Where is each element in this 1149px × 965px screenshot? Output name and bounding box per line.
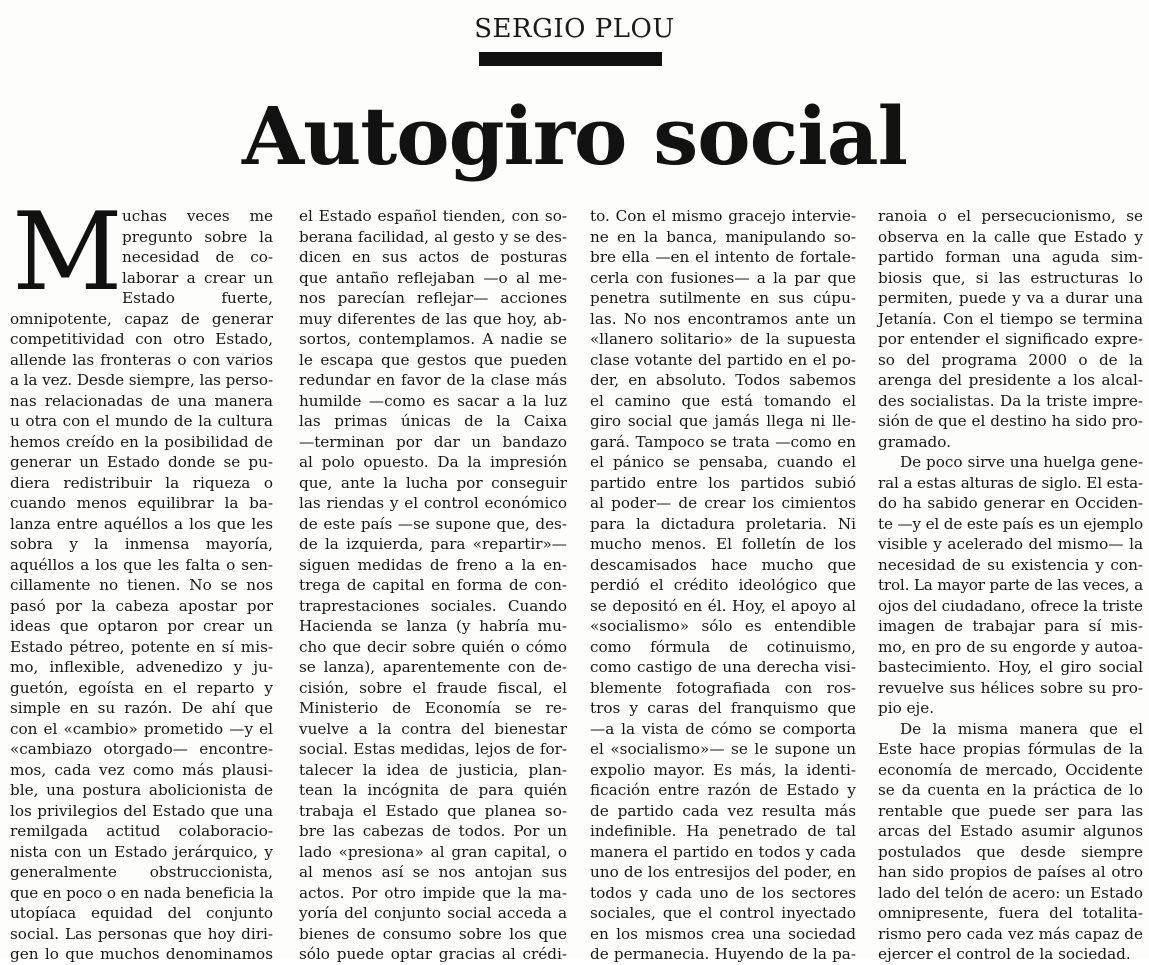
- text-line: clase votante del partido en el po-: [590, 350, 856, 369]
- text-line: sociales, que el control inyectado: [590, 904, 856, 922]
- text-line: sobra y la inmensa mayoría,: [10, 535, 273, 553]
- text-line: uno de los entresijos del poder, en: [590, 863, 856, 881]
- text-line: partido entre los partidos subió: [590, 473, 856, 492]
- text-line: a la vez. Desde siempre, las perso-: [10, 371, 273, 389]
- text-line: biosis que, si las estructuras lo: [878, 268, 1143, 287]
- text-line: —terminan por dar un bandazo: [299, 432, 567, 451]
- text-line: «llanero solitario» de la supuesta: [590, 330, 856, 348]
- text-line: necesidad de su existencia y con-: [878, 555, 1143, 574]
- text-line: gará. Tampoco se trata —como en: [590, 432, 856, 451]
- text-line: visible y acelerado del mismo— la: [878, 535, 1143, 553]
- text-line: omnipotente, capaz de generar: [10, 309, 273, 328]
- text-line: de la izquierda, para «repartir»—: [299, 535, 567, 553]
- text-line: De poco sirve una huelga gene-: [900, 453, 1143, 471]
- drop-cap: M: [12, 190, 123, 315]
- text-line: blemente fotografiada con ros-: [590, 678, 856, 697]
- text-line: bienes de consumo sobre los que: [299, 924, 567, 943]
- text-line: vuelve a la contra del bienestar: [299, 719, 567, 738]
- text-line: generalmente obstruccionista,: [10, 863, 273, 881]
- text-line: social. Las personas que hoy diri-: [10, 924, 273, 943]
- text-line: los privilegios del Estado que una: [10, 801, 273, 820]
- text-line: cerla con fusiones— a la par que: [590, 268, 856, 287]
- text-line: ideas que optaron por crear un: [10, 617, 273, 635]
- text-line: redundar en favor de la clase más: [299, 371, 567, 389]
- text-line: aquéllos a los que les falta o sen-: [10, 555, 273, 574]
- text-line: —a la vista de cómo se comporta: [590, 719, 856, 738]
- text-line: con el «cambio» prometido —y el: [10, 719, 273, 738]
- text-line: guetón, egoísta en el reparto y: [10, 678, 273, 697]
- text-line: pio eje.: [878, 699, 935, 717]
- text-line: en los mismos crea una sociedad: [590, 924, 856, 943]
- text-line: hemos creído en la posibilidad de: [10, 432, 273, 451]
- text-line: mo, en pro de su engorde y autoa-: [878, 637, 1143, 656]
- text-line: cisión, sobre el fraude fiscal, el: [299, 678, 567, 697]
- text-line: arcas del Estado asumir algunos: [878, 822, 1143, 840]
- text-line: que en poco o en nada beneficia la: [10, 883, 274, 902]
- text-line: descamisados hace mucho que: [590, 555, 856, 574]
- text-line: para la dictadura proletaria. Ni: [590, 514, 856, 533]
- text-line: al polo opuesto. Da la impresión: [299, 453, 567, 471]
- text-line: sión de que el destino ha sido pro-: [878, 412, 1143, 430]
- text-line: indefinible. Ha penetrado de tal: [590, 822, 856, 840]
- text-line: nas relacionadas de una manera: [10, 391, 273, 410]
- text-line: necesidad de co-: [122, 248, 273, 266]
- text-line: «cambiazo otorgado— encontre-: [10, 740, 273, 758]
- article-column-4: [878, 206, 1143, 965]
- text-line: tros y caras del franquismo que: [590, 699, 856, 717]
- text-line: se lanza), aparentemente con de-: [299, 658, 567, 676]
- text-line: trol. La mayor parte de las veces, a: [878, 576, 1143, 594]
- text-line: dicen en sus actos de posturas: [299, 248, 567, 266]
- text-line: mos, cada vez como más plausi-: [10, 760, 273, 779]
- text-line: le escapa que gestos que pueden: [299, 350, 567, 369]
- text-line: las riendas y el control económico: [299, 494, 567, 512]
- text-line: te —y el de este país es un ejemplo: [878, 514, 1143, 533]
- text-line: trega de capital en forma de con-: [299, 576, 567, 594]
- text-line: «socialismo» sólo es entendible: [590, 617, 856, 635]
- text-line: giro social que jamás llega ni lle-: [590, 412, 856, 430]
- text-line: cillamente no tienen. No se nos: [10, 576, 273, 594]
- text-line: utopíaca equidad del conjunto: [10, 904, 273, 922]
- text-line: de permanecia. Huyendo de la pa-: [590, 945, 856, 963]
- article-headline: Autogiro social: [242, 89, 907, 183]
- text-line: des socialistas. Da la triste impre-: [878, 391, 1143, 410]
- text-line: bre las cabezas de todos. Por un: [299, 822, 567, 840]
- text-line: gen lo que muchos denominamos: [10, 945, 273, 963]
- text-line: mo, inflexible, advenedizo y ju-: [10, 658, 273, 676]
- text-line: mucho menos. El folletín de los: [590, 535, 856, 553]
- text-line: ral a estas alturas de siglo. El esta-: [878, 473, 1143, 492]
- text-line: lado del telón de acero: un Estado: [878, 883, 1143, 902]
- text-line: economía de mercado, Occidente: [878, 760, 1143, 779]
- text-line: cho que decir sobre quién o cómo: [299, 637, 567, 656]
- text-line: actos. Por otro impide que la ma-: [299, 883, 567, 902]
- text-line: talecer la idea de justicia, plan-: [299, 760, 567, 779]
- text-line: pasó por la cabeza apostar por: [10, 596, 273, 615]
- author-byline: SERGIO PLOU: [474, 14, 675, 44]
- text-line: u otra con el mundo de la cultura: [10, 412, 273, 430]
- text-line: ranoia o el persecucionismo, se: [878, 207, 1143, 225]
- text-line: postulados que desde siempre: [878, 842, 1143, 861]
- text-line: rismo pero cada vez más capaz de: [878, 924, 1143, 943]
- text-line: gramado.: [878, 432, 951, 451]
- byline-underline-bar: [479, 52, 662, 66]
- text-line: generar un Estado donde se pu-: [10, 453, 273, 471]
- text-line: siguen medidas de freno a la en-: [299, 555, 567, 574]
- text-line: las. No nos encontramos ante un: [590, 309, 856, 328]
- text-line: lanza entre aquéllos a los que les: [10, 514, 273, 533]
- text-line: por entender el significado expre-: [878, 330, 1143, 348]
- text-line: diera redistribuir la riqueza o: [10, 473, 273, 492]
- text-line: nista con un Estado jerárquico, y: [10, 842, 273, 861]
- text-line: Hacienda se lanza (y habría mu-: [299, 617, 567, 635]
- text-line: muy diferentes de las que hoy, ab-: [299, 309, 567, 328]
- text-line: bastecimiento. Hoy, el giro social: [878, 658, 1143, 676]
- text-line: rentable que puede ser para las: [878, 801, 1143, 820]
- text-line: revuelve sus hélices sobre su pro-: [878, 678, 1143, 697]
- text-line: sortos, contemplamos. A nadie se: [299, 330, 567, 348]
- text-line: manera el partido en todos y cada: [590, 842, 856, 861]
- text-line: tean la incógnita de para quién: [299, 781, 567, 799]
- text-line: to. Con el mismo gracejo intervie-: [590, 207, 856, 225]
- text-line: ojos del ciudadano, ofrece la triste: [878, 596, 1143, 615]
- text-line: humilde —como es sacar a la luz: [299, 391, 567, 410]
- text-line: perdió el crédito ideológico que: [590, 576, 856, 594]
- text-line: lado «presiona» al gran capital, o: [299, 842, 567, 861]
- article-column-3: [590, 206, 856, 965]
- text-line: todos y cada uno de los sectores: [590, 883, 856, 902]
- article-column-1: [10, 206, 273, 965]
- text-line: trabaja el Estado que planea so-: [299, 801, 567, 820]
- text-line: nos parecían reflejar— acciones: [299, 289, 567, 307]
- text-line: observa en la calle que Estado y: [878, 227, 1143, 246]
- text-line: competitividad con otro Estado,: [10, 330, 273, 348]
- text-line: ne en la banca, manipulando so-: [590, 227, 856, 246]
- text-line: el Estado español tienden, con so-: [299, 207, 567, 225]
- text-line: como fórmula de cotinuismo,: [590, 637, 856, 656]
- text-line: de este país —se supone que, des-: [299, 514, 567, 533]
- text-line: allende las fronteras o con varios: [10, 350, 273, 369]
- text-line: que, ante la lucha por conseguir: [299, 473, 567, 492]
- text-line: berana facilidad, al gesto y se des-: [299, 227, 567, 246]
- text-line: Estado pétreo, potente en sí mis-: [10, 637, 273, 656]
- text-line: Estado fuerte,: [122, 289, 273, 307]
- text-line: Este hace propias fórmulas de la: [878, 740, 1143, 758]
- text-line: so del programa 2000 o de la: [878, 350, 1143, 369]
- text-line: laborar a crear un: [122, 268, 273, 287]
- text-line: traprestaciones sociales. Cuando: [299, 596, 567, 615]
- text-line: cuando menos equilibrar la ba-: [10, 494, 273, 512]
- text-line: como castigo de una derecha visi-: [590, 658, 856, 676]
- text-line: ficación entre razón de Estado y: [590, 781, 856, 799]
- text-line: social. Estas medidas, lejos de for-: [299, 740, 567, 758]
- text-line: permiten, puede y va a durar una: [878, 289, 1143, 307]
- article-column-2: [299, 206, 567, 965]
- text-line: sólo puede optar gracias al crédi-: [299, 945, 567, 963]
- text-line: Jetanía. Con el tiempo se termina: [878, 309, 1143, 328]
- text-line: expolio mayor. Es más, la identi-: [590, 760, 856, 779]
- text-line: simple en su razón. De ahí que: [10, 699, 273, 717]
- text-line: imagen de trabajar para sí mis-: [878, 617, 1143, 635]
- text-line: de partido cada vez resulta más: [590, 801, 856, 820]
- text-line: De la misma manera que el: [900, 719, 1143, 738]
- text-line: do ha sabido generar en Occiden-: [878, 494, 1143, 512]
- text-line: pregunto sobre la: [122, 227, 273, 246]
- text-line: al menos así se nos antojan sus: [299, 863, 567, 881]
- text-line: penetra sutilmente en sus cúpu-: [590, 289, 856, 307]
- text-line: uchas veces me: [122, 207, 273, 225]
- text-line: omnipresente, fuera del totalita-: [878, 904, 1143, 922]
- text-line: que antaño reflejaban —o al me-: [299, 268, 567, 287]
- text-line: ble, una postura abolicionista de: [10, 781, 273, 799]
- text-line: Ministerio de Economía se re-: [299, 699, 567, 717]
- text-line: arenga del presidente a los alcal-: [878, 371, 1143, 389]
- text-line: el pánico se pensaba, cuando el: [590, 453, 856, 471]
- text-line: han sido propios de países al otro: [878, 863, 1143, 881]
- text-line: ejercer el control de la sociedad.: [878, 945, 1131, 963]
- text-line: las primas únicas de la Caixa: [299, 412, 567, 430]
- text-line: remilgada actitud colaboracio-: [10, 822, 273, 840]
- text-line: bre ella —en el intento de fortale-: [590, 248, 856, 266]
- text-line: el «socialismo»— se le supone un: [590, 740, 856, 758]
- text-line: partido forman una aguda sim-: [878, 248, 1143, 266]
- text-line: al poder— de crear los cimientos: [590, 494, 856, 512]
- text-line: se da cuenta en la práctica de lo: [878, 781, 1143, 799]
- text-line: yoría del conjunto social acceda a: [299, 904, 567, 922]
- text-line: der, en absoluto. Todos sabemos: [590, 371, 856, 389]
- text-line: se depositó en él. Hoy, el apoyo al: [590, 596, 856, 615]
- text-line: el camino que está tomando el: [590, 391, 856, 410]
